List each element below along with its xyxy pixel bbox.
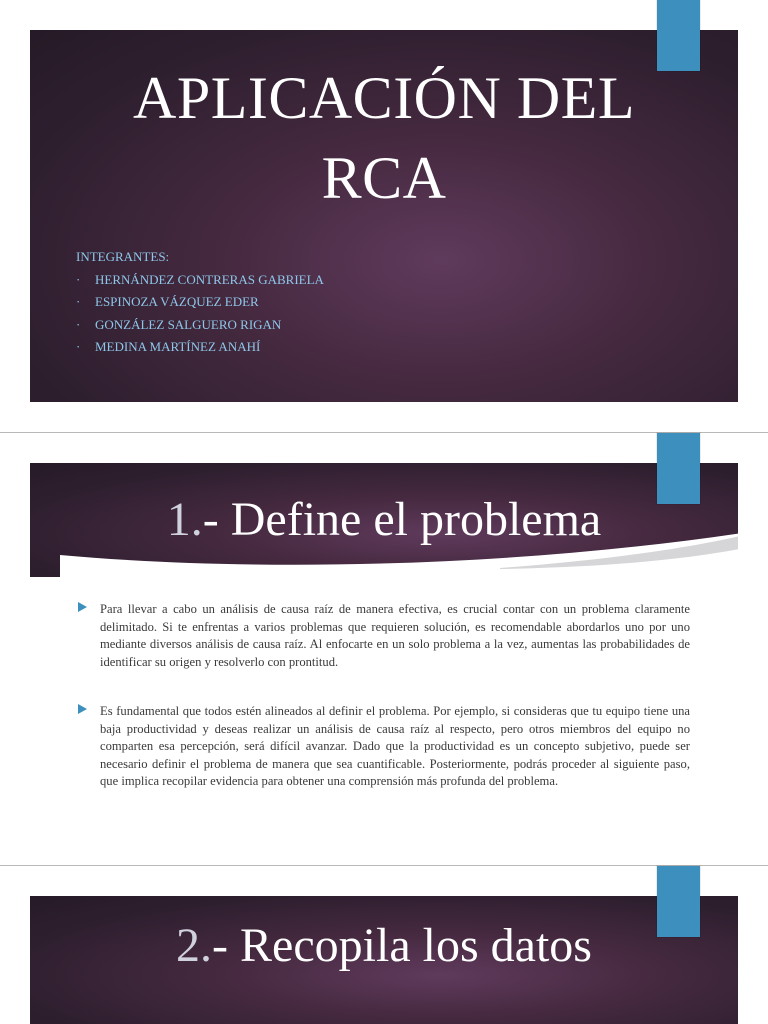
title-line-2: RCA — [321, 145, 447, 211]
bullet-arrow-icon — [78, 602, 87, 612]
section-title-text: - Define el problema — [202, 493, 602, 546]
slide-define-problem — [0, 433, 768, 865]
section-title — [0, 488, 768, 552]
member-item: · ESPINOZA VÁZQUEZ EDER — [76, 291, 324, 314]
slide-title — [0, 0, 768, 431]
section-title — [0, 914, 768, 978]
member-item: · MEDINA MARTÍNEZ ANAHÍ — [76, 336, 324, 359]
section-title-text: - Recopila los datos — [212, 919, 592, 972]
members-heading: INTEGRANTES: — [76, 249, 170, 264]
member-item: · GONZÁLEZ SALGUERO RIGAN — [76, 314, 324, 337]
title-line-1: APLICACIÓN DEL — [133, 65, 635, 131]
bullet-text: Es fundamental que todos estén alineados al definir el problema. Por ejemplo, si consideras que tu equipo tiene una baja productividad y deseas realizar un análisis de causa raíz al respecto, pero otros miembros del equipo no comparten esa percepción, será difícil avanzar. Dado que la productividad es un concepto subjetivo, puede ser necesario definir el problema de manera que sea cuantificable. Posteriormente, podrás proceder al siguiente paso, que implica recopilar evidencia para obtener una comprensión más profunda del problema. — [100, 704, 690, 789]
section-number: 1. — [166, 493, 203, 546]
slide-title-heading — [0, 58, 768, 218]
member-item: · HERNÁNDEZ CONTRERAS GABRIELA — [76, 269, 324, 292]
slide-collect-data — [0, 866, 768, 1024]
bullet-item — [78, 703, 690, 791]
bullet-text: Para llevar a cabo un análisis de causa raíz de manera efectiva, es crucial contar con un problema claramente delimitado. Si te enfrentas a varios problemas que requieren solución, es recomendable abordarlos uno por uno mediante diversos análisis de causa raíz. Al enfocarte en un solo problema a la vez, aumentas las probabilidades de identificar su origen y resolverlo con prontitud. — [100, 602, 690, 669]
section-number: 2. — [176, 919, 213, 972]
bullet-item — [78, 601, 690, 671]
bullet-arrow-icon — [78, 704, 87, 714]
members-list — [76, 246, 324, 359]
